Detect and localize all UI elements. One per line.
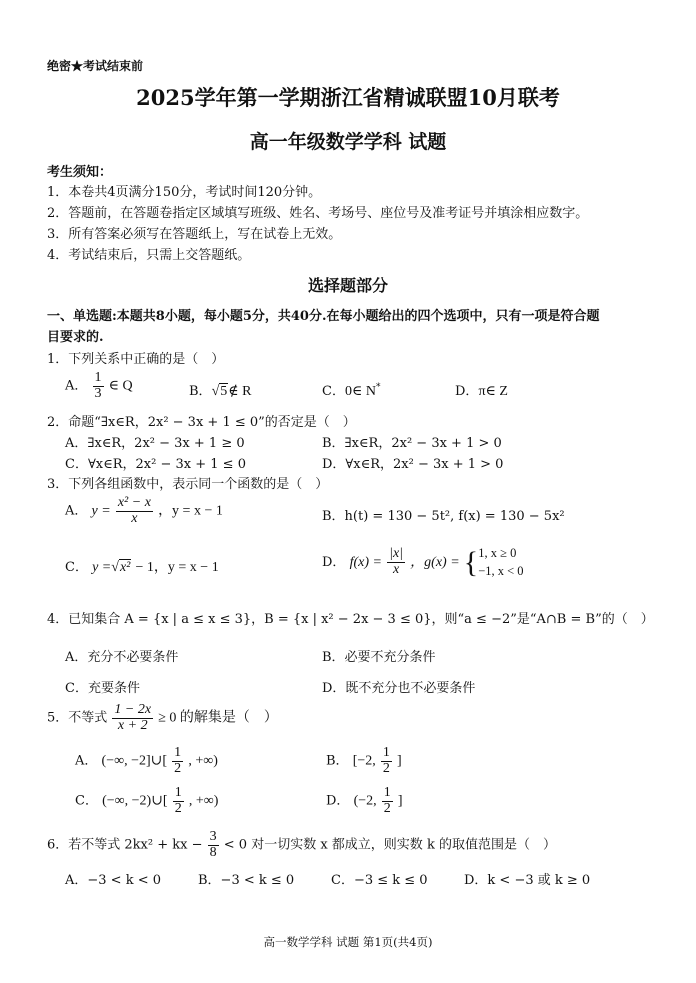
q5-option-a: A． (−∞, −2]∪[ $\frac{1}{2}$ , +∞) — [75, 745, 218, 776]
q3-option-c: C． y =√x² − 1，y = x − 1 — [65, 560, 219, 575]
q1-option-a: A． $\frac{1}{3}$ ∈ Q — [65, 370, 133, 401]
q4-option-b: B．必要不充分条件 — [322, 650, 436, 665]
q1-option-c: C．0∈ N* — [322, 382, 381, 399]
notice-item: 1．本卷共4页满分150分，考试时间120分钟。 — [47, 185, 322, 200]
q3-option-b: B．h(t) = 130 − 5t², f(x) = 130 − 5x² — [322, 509, 565, 524]
notice-item: 3．所有答案必须写在答题纸上，写在试卷上无效。 — [47, 227, 342, 242]
notice-item: 2．答题前，在答题卷指定区域填写班级、姓名、考场号、座位号及准考证号并填涂相应数字。 — [47, 206, 589, 221]
q1-option-b: B．√5∉ R — [189, 384, 252, 399]
q6-option-c: C．−3 ≤ k ≤ 0 — [331, 873, 428, 888]
notice-heading: 考生须知： — [47, 165, 113, 180]
q6-option-d: D．k < −3 或 k ≥ 0 — [464, 873, 591, 888]
q2-option-b: B．∃x∈R，2x² − 3x + 1 > 0 — [322, 436, 502, 451]
section-title: 选择题部分 — [307, 276, 388, 295]
exam-subtitle: 高一年级数学学科 试题 — [249, 131, 447, 153]
q1-option-d: D．π∈ Z — [455, 384, 508, 399]
q5-option-b: B． [−2, $\frac{1}{2}$ ] — [326, 745, 402, 776]
q5-option-c: C． (−∞, −2)∪[ $\frac{1}{2}$ , +∞) — [75, 785, 219, 816]
question-5-stem: 5．不等式 $\frac{1 - 2x}{x + 2}$ ≥ 0 的解集是（ ） — [47, 702, 278, 733]
page-footer: 高一数学学科 试题 第1页(共4页) — [263, 935, 433, 949]
question-4-stem: 4．已知集合 A = {x | a ≤ x ≤ 3}，B = {x | x² − 2x − 3 ≤ 0}，则“a ≤ −2”是“A∩B = B”的（ ） — [47, 612, 654, 627]
q4-option-c: C．充要条件 — [65, 681, 140, 696]
section-intro: 一、单选题:本题共8小题，每小题5分，共40分.在每小题给出的四个选项中，只有一项是符合题 — [47, 309, 600, 324]
q2-option-d: D．∀x∈R，2x² − 3x + 1 > 0 — [322, 457, 504, 472]
notice-item: 4．考试结束后，只需上交答题纸。 — [47, 248, 251, 263]
confidential-label: 绝密★考试结束前 — [47, 59, 144, 73]
q5-option-d: D． (−2, $\frac{1}{2}$ ] — [326, 785, 403, 816]
q6-option-b: B．−3 < k ≤ 0 — [198, 873, 295, 888]
exam-title: 2025学年第一学期浙江省精诚联盟10月联考 — [136, 85, 560, 110]
q2-option-a: A．∃x∈R，2x² − 3x + 1 ≥ 0 — [65, 436, 245, 451]
q4-option-d: D．既不充分也不必要条件 — [322, 681, 476, 696]
q3-option-a: A． y = $\frac{\text{x² − x}}{x}$ ，y = x − 1 — [65, 495, 223, 526]
question-6-stem: 6．若不等式 2kx² + kx − $\frac{3}{8}$ < 0 对一切实数 x 都成立，则实数 k 的取值范围是（ ） — [47, 829, 556, 860]
section-intro-cont: 目要求的. — [47, 330, 104, 345]
q6-option-a: A．−3 < k < 0 — [65, 873, 162, 888]
q2-option-c: C．∀x∈R，2x² − 3x + 1 ≤ 0 — [65, 457, 246, 472]
question-2-stem: 2．命题“∃x∈R，2x² − 3x + 1 ≤ 0”的否定是（ ） — [47, 415, 356, 430]
q4-option-a: A．充分不必要条件 — [65, 650, 179, 665]
q3-option-d: D． f(x) = $\frac{|x|}{x}$ ，g(x) = { 1, x ≥ 0 −1, x < 0 — [322, 545, 524, 579]
question-1-stem: 1．下列关系中正确的是（ ） — [47, 352, 225, 367]
question-3-stem: 3．下列各组函数中，表示同一个函数的是（ ） — [47, 477, 329, 492]
